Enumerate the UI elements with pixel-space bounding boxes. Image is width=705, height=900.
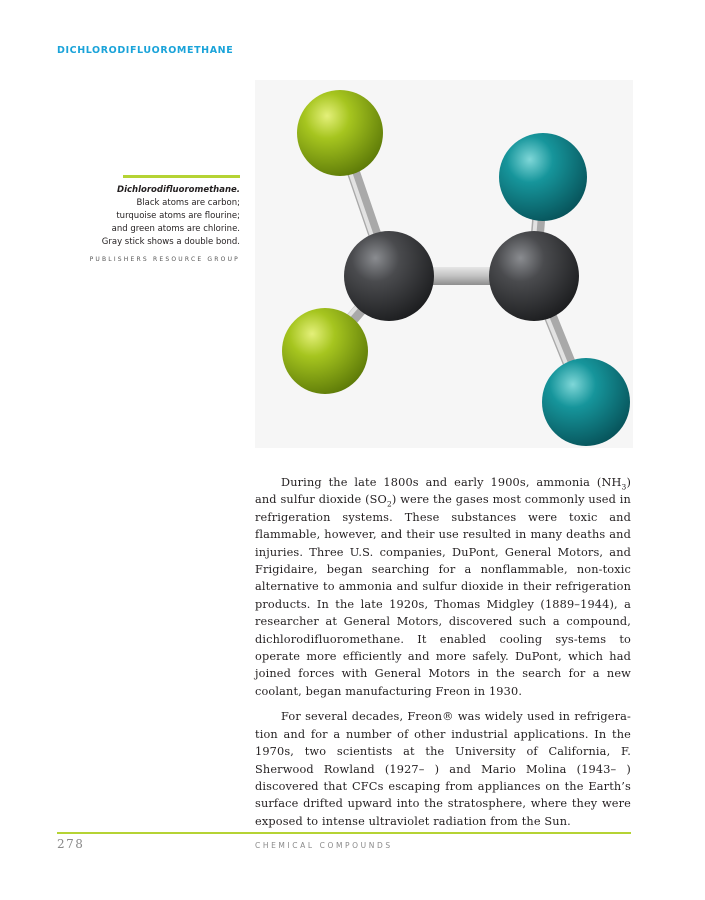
carbon-atom-right	[489, 231, 579, 321]
footer-rule	[57, 832, 631, 834]
paragraph-2: For several decades, Freon® was widely used in refrigera-tion and for a number of other industrial applications. In the 1970s, two scientists at the University of California, F. Sherwood Rowland (1927– ) and Mario Molina (1943– ) discovered that CFCs escaping from appliances on the Earth’s surface drifted upward into the stratosphere, where they were exposed to intense ultraviolet radiation from the Sun.	[255, 710, 631, 828]
caption-line: and green atoms are chlorine.	[111, 224, 240, 234]
chlorine-atom-top	[297, 90, 383, 176]
molecule-model	[255, 80, 633, 448]
caption-title: Dichlorodifluoromethane.	[117, 185, 240, 195]
footer-book-title: CHEMICAL COMPOUNDS	[255, 841, 393, 850]
page-number: 278	[57, 837, 85, 851]
body-text	[255, 474, 631, 838]
paragraph-1: During the late 1800s and early 1900s, ammonia $(NH_3)$ and sulfur dioxide $(SO_2)$ were the gases most commonly used in refrigeration systems. These substances were toxic and flammable, however, and their use resulted in many deaths and injuries. Three U.S. companies, DuPont, General Motors, and Frigidaire, began searching for a nonflammable, non-toxic alternative to ammonia and sulfur dioxide in their refrigeration products. In the late 1920s, Thomas Midgley (1889–1944), a researcher at General Motors, discovered such a compound, dichlorodifluoromethane. It enabled cooling sys-tems to operate more efficiently and more safely. DuPont, which had joined forces with General Motors in the search for a new coolant, began manufacturing Freon in 1930.	[255, 476, 631, 698]
running-head: DICHLORODIFLUOROMETHANE	[57, 45, 234, 56]
fluorine-atom-top	[499, 133, 587, 221]
caption-line: Gray stick shows a double bond.	[101, 237, 240, 247]
carbon-atom-left	[344, 231, 434, 321]
molecule-figure	[255, 80, 633, 448]
chlorine-atom-bottom	[282, 308, 368, 394]
photo-credit: PUBLISHERS RESOURCE GROUP	[89, 256, 240, 263]
figure-caption	[60, 184, 240, 266]
caption-line: Black atoms are carbon;	[136, 198, 240, 208]
caption-line: turquoise atoms are flourine;	[116, 211, 240, 221]
fluorine-atom-bottom	[542, 358, 630, 446]
caption-rule	[123, 175, 240, 178]
